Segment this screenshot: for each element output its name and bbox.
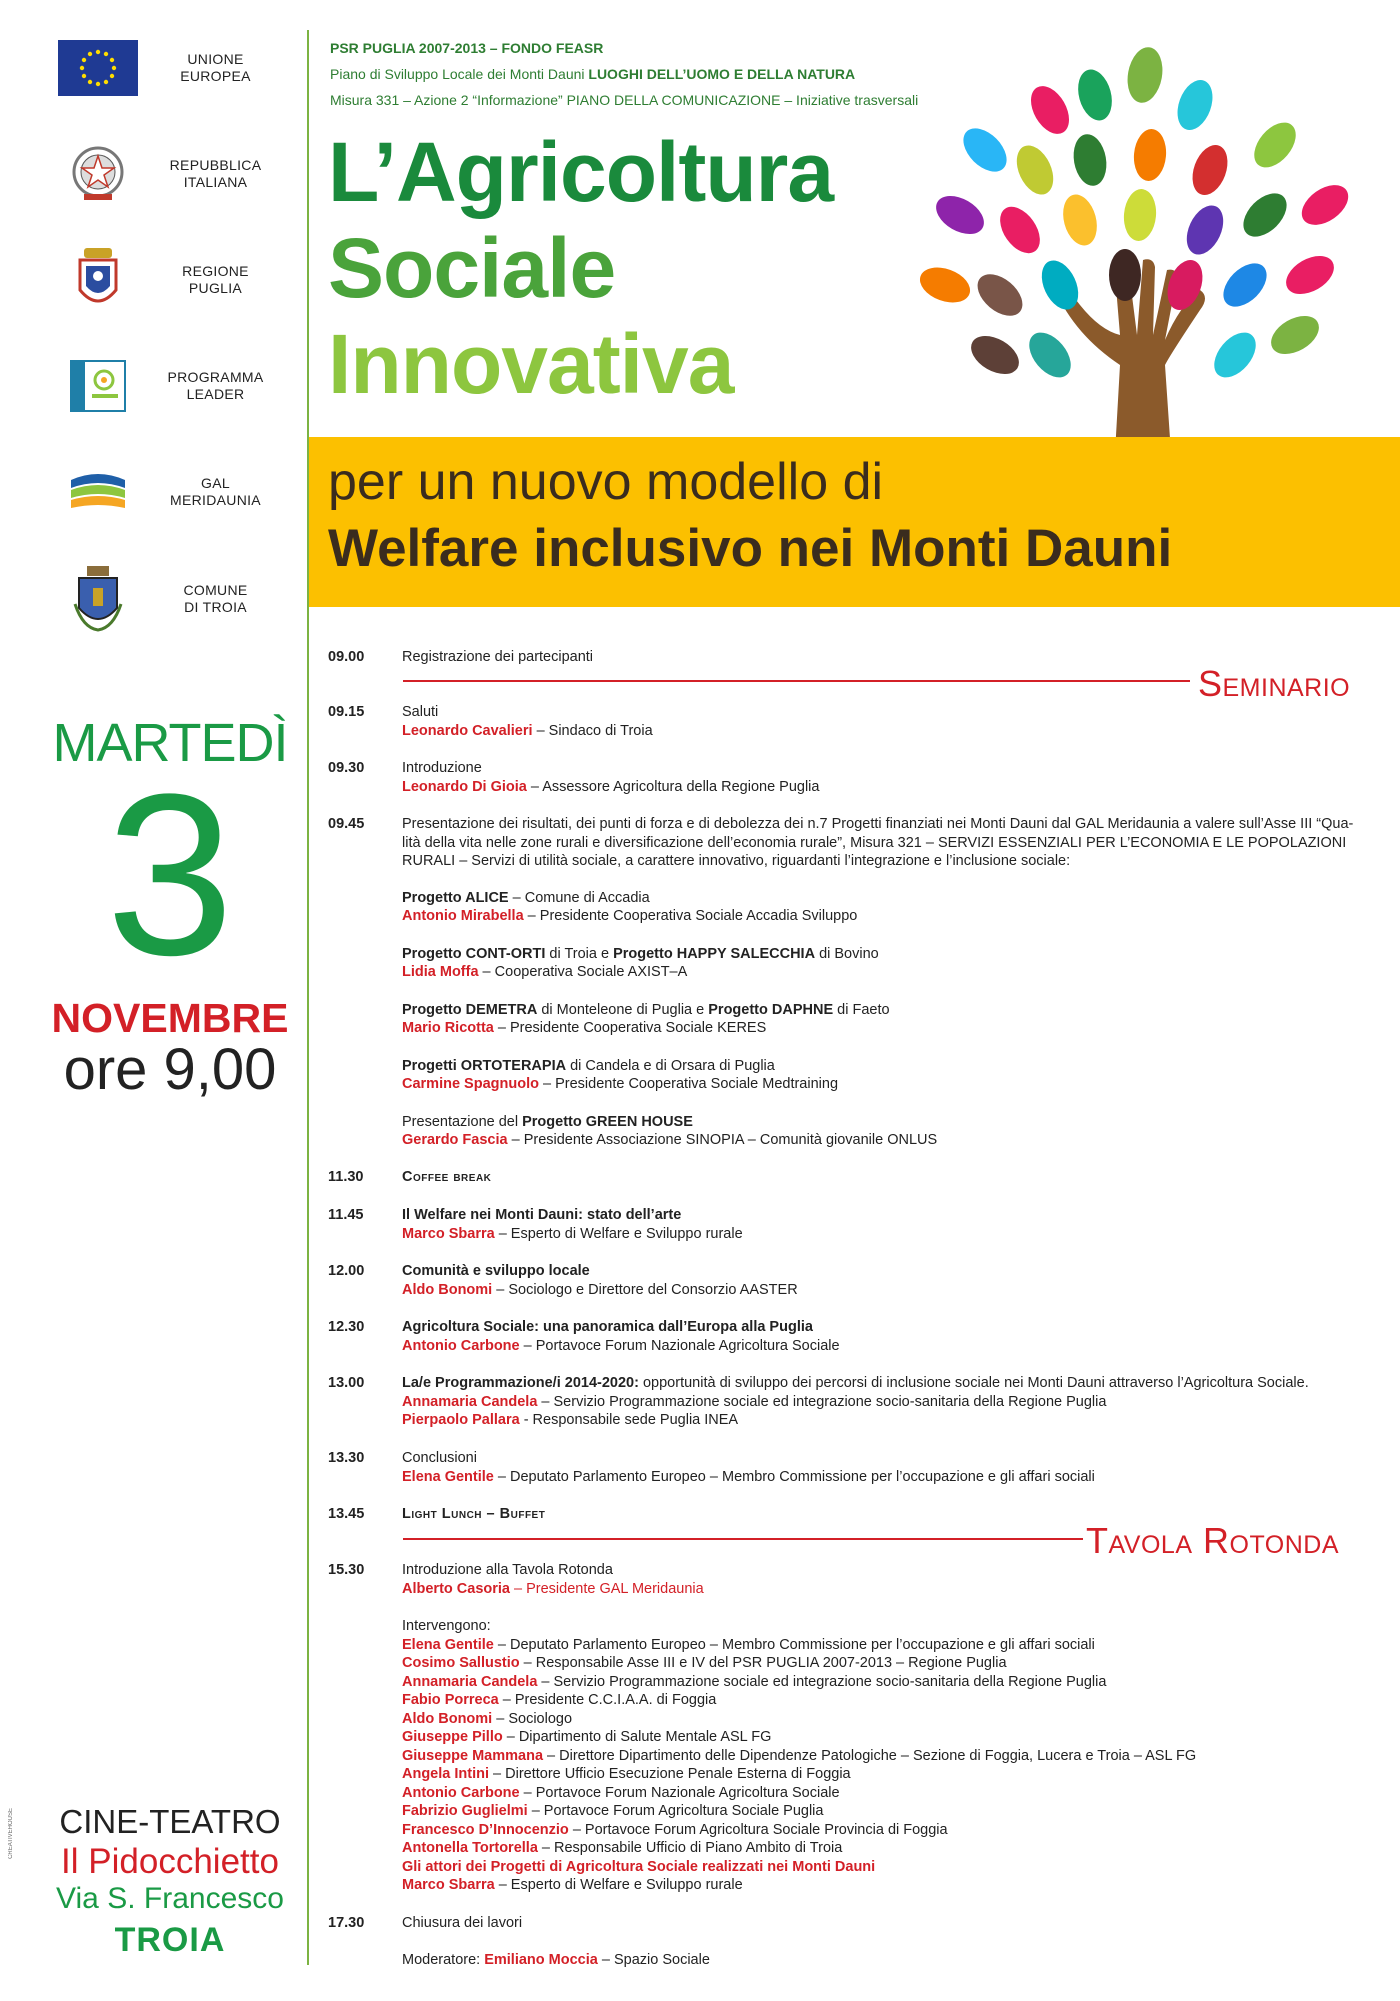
program-text-line: RURALI – Servizi di utilità sociale, a carattere innovativo, riguardanti l’integrazione e l’inclusione sociale: — [402, 853, 1071, 869]
speaker-name: Fabio Porreca — [402, 1692, 499, 1708]
speaker-role: – Presidente Cooperativa Sociale KERES — [493, 1020, 767, 1036]
logo-unione-europea — [58, 32, 293, 104]
speaker-name: Elena Gentile — [402, 1636, 494, 1653]
program-time: 11.45 — [328, 1207, 364, 1223]
speaker-name: Pierpaolo Pallara — [402, 1412, 520, 1428]
event-day-number: 3 — [106, 746, 234, 1003]
speaker-role: – Portavoce Forum Agricoltura Sociale Puglia — [527, 1803, 824, 1819]
banner-line-1: per un nuovo modello di — [328, 453, 884, 511]
speaker-role: – Esperto di Welfare e Sviluppo rurale — [494, 1225, 743, 1242]
project-line — [402, 1001, 1400, 1020]
speaker-line — [402, 1691, 1400, 1710]
speaker-line — [402, 1876, 1400, 1895]
speaker-name: Aldo Bonomi — [402, 1281, 493, 1298]
moderator-role: – Spazio Sociale — [597, 1951, 710, 1968]
talk-title-rest: opportunità di sviluppo dei percorsi di inclusione sociale nei Monti Dauni attraverso l’Agricoltura Sociale. — [638, 1375, 1309, 1391]
speaker-role: – Portavoce Forum Nazionale Agricoltura Sociale — [519, 1784, 840, 1801]
venue-city: TROIA — [114, 1921, 226, 1959]
project-name: Progetto HAPPY SALECCHIA — [613, 945, 816, 962]
speaker-name: Cosimo Sallustio — [402, 1655, 520, 1671]
program-body — [402, 1914, 1400, 1969]
speaker-line — [402, 1654, 1400, 1673]
speaker-role: – Presidente GAL Meridaunia — [509, 1580, 704, 1597]
logo-programma-leader — [58, 350, 293, 422]
speaker-line — [402, 1802, 1400, 1821]
speaker-name: Leonardo Di Gioia — [402, 778, 527, 795]
speaker-line — [402, 1765, 1400, 1784]
speaker-name: Gli attori dei Progetti di Agricoltura Sociale realizzati nei Monti Dauni — [402, 1858, 876, 1875]
program-body — [402, 703, 1400, 740]
speaker-line — [402, 1747, 1400, 1766]
speaker-name: Carmine Spagnuolo — [402, 1076, 539, 1092]
speaker-name: Giuseppe Mammana — [402, 1747, 544, 1764]
speaker-line — [402, 1858, 1400, 1877]
speaker-role: – Presidente Associazione SINOPIA – Comunità giovanile ONLUS — [507, 1132, 938, 1148]
speaker-line — [402, 1075, 1400, 1094]
speaker-name: Annamaria Candela — [402, 1393, 538, 1410]
logo-label: GAL MERIDAUNIA — [170, 475, 261, 508]
speaker-line — [402, 1580, 1400, 1599]
project-detail: Presentazione del — [402, 1113, 523, 1130]
program-time: 09.30 — [328, 760, 365, 776]
header-measure-line: Misura 331 – Azione 2 “Informazione” PIANO DELLA COMUNICAZIONE – Iniziative trasversali — [330, 92, 919, 108]
project-name: Progetto DAPHNE — [708, 1001, 834, 1018]
program-time: 13.45 — [328, 1506, 365, 1522]
program-body — [402, 815, 1400, 1150]
talk-title: La/e Programmazione/i 2014-2020: — [402, 1375, 639, 1391]
moderator-label: Moderatore: — [402, 1951, 485, 1968]
program-body — [402, 1262, 1400, 1299]
eu-flag-icon — [58, 36, 138, 100]
program-body — [402, 1374, 1400, 1430]
speaker-role: – Presidente Cooperativa Sociale Medtraining — [538, 1076, 839, 1092]
speaker-name: Antonio Mirabella — [402, 908, 524, 924]
program-text-line: lità della vita nelle zone rurali e diversificazione dell’economia rurale”, Misura 321 – SERVIZI ESSENZIALI PER L’ECONOMIA E LE POPOLAZIONI — [402, 834, 1347, 851]
leader-logo-icon — [58, 354, 138, 418]
program-text: Coffee break — [402, 1169, 492, 1185]
speaker-name: Annamaria Candela — [402, 1673, 538, 1690]
program-time: 15.30 — [328, 1562, 365, 1578]
speaker-line — [402, 1839, 1400, 1858]
project-detail: – Comune di Accadia — [508, 889, 650, 906]
speaker-role: – Sindaco di Troia — [532, 722, 653, 739]
project-detail: di Bovino — [815, 945, 879, 962]
venue-name: CINE-TEATRO — [59, 1803, 281, 1840]
speaker-line — [402, 1131, 1400, 1150]
program-time: 09.00 — [328, 649, 365, 665]
logo-repubblica-italiana — [58, 138, 293, 210]
project-detail: di Monteleone di Puglia e — [537, 1001, 709, 1018]
program-text: Registrazione dei partecipanti — [402, 649, 594, 665]
talk-title: Agricoltura Sociale: una panoramica dall’Europa alla Puglia — [402, 1319, 813, 1335]
logo-label: PROGRAMMA LEADER — [167, 369, 264, 402]
logo-label: REPUBBLICA ITALIANA — [169, 157, 262, 190]
talk-title: Comunità e sviluppo locale — [402, 1263, 590, 1279]
speaker-name: Alberto Casoria — [402, 1580, 510, 1597]
speaker-role: – Deputato Parlamento Europeo – Membro Commissione per l’occupazione e gli affari sociali — [493, 1636, 1095, 1653]
project-detail: di Faeto — [833, 1001, 890, 1018]
speaker-name: Lidia Moffa — [402, 964, 479, 980]
project-line — [402, 945, 1400, 964]
program-text: Introduzione — [402, 760, 482, 776]
logo-label: COMUNE DI TROIA — [183, 582, 248, 615]
section-rule-seminario — [403, 680, 1190, 682]
project-name: Progetto CONT-ORTI — [402, 945, 546, 962]
logo-regione-puglia — [58, 244, 293, 316]
speaker-role: – Responsabile Asse III e IV del PSR PUGLIA 2007-2013 – Regione Puglia — [519, 1655, 1007, 1671]
speaker-line — [402, 1225, 1400, 1244]
project-detail: di Troia e — [545, 945, 614, 962]
program-text: Saluti — [402, 704, 439, 720]
venue-subname: Il Pidocchietto — [61, 1842, 279, 1881]
program-body — [402, 1561, 1400, 1895]
program-time: 17.30 — [328, 1915, 365, 1931]
speaker-line — [402, 1636, 1400, 1655]
speaker-role: – Sociologo e Direttore del Consorzio AASTER — [492, 1281, 798, 1298]
speaker-name: Antonella Tortorella — [402, 1840, 538, 1856]
hand-tree-illustration — [915, 35, 1375, 455]
project-block — [402, 945, 1400, 982]
project-name: Progetti ORTOTERAPIA — [402, 1057, 567, 1074]
program-time: 12.30 — [328, 1319, 365, 1335]
speaker-role: – Presidente C.C.I.A.A. di Foggia — [498, 1692, 717, 1708]
speaker-role: – Servizio Programmazione sociale ed integrazione socio-sanitaria della Regione Puglia — [537, 1393, 1107, 1410]
section-title-tavola-rotonda: Tavola Rotonda — [1086, 1520, 1340, 1561]
program-body — [402, 1449, 1400, 1486]
speaker-list — [402, 1636, 1400, 1895]
puglia-crest-icon — [58, 248, 138, 312]
program-text: Introduzione alla Tavola Rotonda — [402, 1562, 613, 1578]
troia-crest-icon — [58, 567, 138, 631]
speaker-name: Antonio Carbone — [402, 1784, 520, 1801]
title-line-1: L’Agricoltura — [328, 125, 834, 219]
speaker-role: – Presidente Cooperativa Sociale Accadia Sviluppo — [523, 908, 858, 924]
speaker-role: – Esperto di Welfare e Sviluppo rurale — [494, 1877, 743, 1893]
program-body — [402, 1206, 1400, 1243]
speaker-name: Leonardo Cavalieri — [402, 722, 533, 739]
speaker-name: Giuseppe Pillo — [402, 1729, 503, 1745]
speaker-line — [402, 907, 1400, 926]
speaker-line — [402, 1673, 1400, 1692]
speaker-line — [402, 778, 1400, 797]
program-time: 11.30 — [328, 1169, 364, 1185]
column-divider — [307, 30, 309, 1965]
project-detail: di Candela e di Orsara di Puglia — [566, 1057, 775, 1074]
project-block — [402, 1113, 1400, 1150]
talk-title-line — [402, 1374, 1400, 1393]
event-month: NOVEMBRE — [51, 995, 289, 1041]
speaker-name: Mario Ricotta — [402, 1020, 494, 1036]
speaker-line — [402, 1393, 1400, 1412]
program-time: 12.00 — [328, 1263, 365, 1279]
speaker-role: – Dipartimento di Salute Mentale ASL FG — [502, 1729, 772, 1745]
section-title-seminario: Seminario — [1198, 663, 1351, 704]
project-name: Progetto DEMETRA — [402, 1001, 538, 1018]
speaker-name: Francesco D’Innocenzio — [402, 1821, 569, 1838]
speaker-role: – Cooperativa Sociale AXIST–A — [478, 964, 688, 980]
section-rule-tavola-rotonda — [403, 1538, 1083, 1540]
speaker-name: Fabrizio Guglielmi — [402, 1803, 528, 1819]
header-plan-text: Piano di Sviluppo Locale dei Monti Dauni — [330, 66, 589, 82]
speaker-role: – Portavoce Forum Nazionale Agricoltura Sociale — [519, 1337, 840, 1354]
project-line — [402, 889, 1400, 908]
talk-title: Il Welfare nei Monti Dauni: stato dell’arte — [402, 1207, 682, 1223]
speaker-name: Angela Intini — [402, 1766, 489, 1782]
program-time: 09.45 — [328, 816, 365, 832]
project-block — [402, 889, 1400, 926]
program-time: 13.00 — [328, 1375, 365, 1391]
speaker-role: - Responsabile sede Puglia INEA — [519, 1412, 739, 1428]
speaker-role: – Responsabile Ufficio di Piano Ambito di Troia — [537, 1840, 843, 1856]
logo-label: UNIONE EUROPEA — [180, 51, 251, 84]
speaker-line — [402, 1411, 1400, 1430]
speaker-name: Elena Gentile — [402, 1468, 494, 1485]
intervengono-label: Intervengono: — [402, 1618, 491, 1634]
moderator-name: Emiliano Moccia — [484, 1951, 598, 1968]
speaker-role: – Deputato Parlamento Europeo – Membro Commissione per l’occupazione e gli affari sociali — [493, 1468, 1095, 1485]
program-body — [402, 1318, 1400, 1355]
speaker-role: – Servizio Programmazione sociale ed integrazione socio-sanitaria della Regione Puglia — [537, 1673, 1107, 1690]
header-plan-line — [330, 66, 855, 82]
program-text: Conclusioni — [402, 1450, 477, 1466]
designer-credit: CREATIVEHOUSE — [8, 1808, 14, 1859]
speaker-role: – Direttore Ufficio Esecuzione Penale Esterna di Foggia — [489, 1766, 851, 1782]
project-block — [402, 1001, 1400, 1038]
event-time: ore 9,00 — [63, 1037, 277, 1102]
speaker-role: – Portavoce Forum Agricoltura Sociale Provincia di Foggia — [568, 1821, 948, 1838]
venue-address: Via S. Francesco — [56, 1882, 284, 1915]
speaker-line — [402, 1468, 1400, 1487]
speaker-role: – Sociologo — [492, 1710, 573, 1727]
logo-label: REGIONE PUGLIA — [182, 263, 249, 296]
speaker-name: Gerardo Fascia — [402, 1132, 508, 1148]
project-line — [402, 1057, 1400, 1076]
project-name: Progetto GREEN HOUSE — [522, 1113, 693, 1130]
speaker-line — [402, 963, 1400, 982]
moderator-line — [402, 1951, 1400, 1970]
speaker-line — [402, 1821, 1400, 1840]
header-fund-line: PSR PUGLIA 2007-2013 – FONDO FEASR — [330, 40, 604, 56]
speaker-name: Marco Sbarra — [402, 1877, 495, 1893]
speaker-name: Marco Sbarra — [402, 1225, 495, 1242]
speaker-name: Antonio Carbone — [402, 1337, 520, 1354]
speaker-line — [402, 1728, 1400, 1747]
title-line-3: Innovativa — [328, 317, 734, 411]
speaker-line — [402, 1281, 1400, 1300]
program-time: 13.30 — [328, 1450, 365, 1466]
project-line — [402, 1113, 1400, 1132]
banner-line-2: Welfare inclusivo nei Monti Dauni — [328, 519, 1173, 578]
logo-gal-meridaunia — [58, 456, 293, 528]
project-block — [402, 1057, 1400, 1094]
program-body — [402, 759, 1400, 796]
title-line-2: Sociale — [328, 221, 616, 315]
project-name: Progetto ALICE — [402, 889, 509, 906]
program-text-line: Presentazione dei risultati, dei punti di forza e di debolezza dei n.7 Progetti finanziati nei Monti Dauni dal GAL Meridaunia a valere sull’Asse III “Qua- — [402, 816, 1354, 832]
program-text: Chiusura dei lavori — [402, 1915, 523, 1931]
event-weekday: MARTEDÌ — [52, 713, 288, 773]
speaker-line — [402, 1337, 1400, 1356]
speaker-role: – Assessore Agricoltura della Regione Puglia — [526, 778, 820, 795]
speaker-role: – Direttore Dipartimento delle Dipendenze Patologiche – Sezione di Foggia, Lucera e Troia – ASL FG — [543, 1747, 1197, 1764]
speaker-line — [402, 1784, 1400, 1803]
speaker-line — [402, 1019, 1400, 1038]
gal-meridaunia-logo-icon — [58, 460, 138, 524]
speaker-name: Aldo Bonomi — [402, 1710, 493, 1727]
logo-comune-di-troia — [58, 563, 293, 635]
program-text: Light Lunch – Buffet — [402, 1506, 546, 1522]
program-time: 09.15 — [328, 704, 365, 720]
header-plan-title: LUOGHI DELL’UOMO E DELLA NATURA — [588, 66, 856, 82]
italian-emblem-icon — [58, 142, 138, 206]
speaker-line — [402, 1710, 1400, 1729]
speaker-line — [402, 722, 1400, 741]
